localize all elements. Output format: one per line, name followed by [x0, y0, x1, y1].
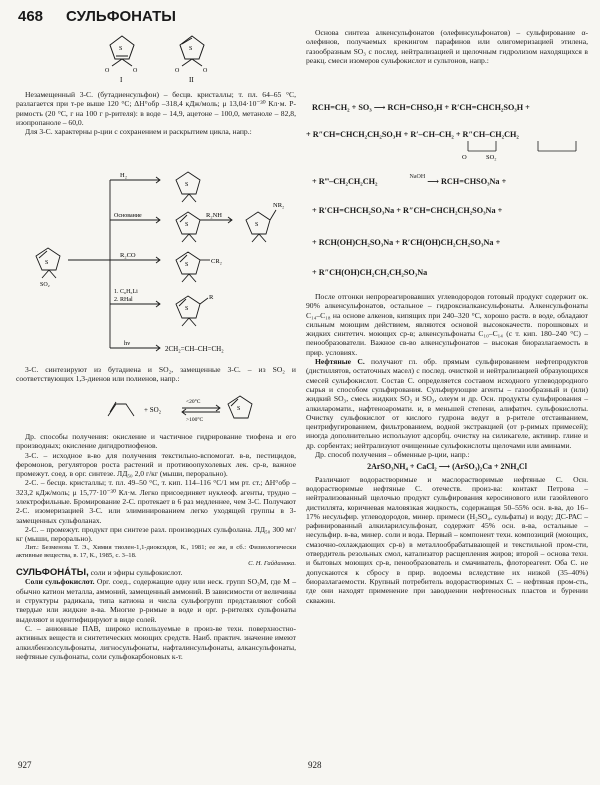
- left-text-block-1: [16, 90, 296, 136]
- paragraph: получают гл. обр. прямым сульфированием нефтепродуктов (дистиллятов, остаточных масел) с послед. очисткой и нейтрализацией образующихся смесей сульфокислот. Состав С. определяется составом исходного углеводородного сырья и способом сульфирования. Сульфирующие агенты – газообразный и (или) жидкий SO₃, смесь жидких SO₂ и SO₃, олеум и др. Осн. продукты сульфирования – алкиларомати., нафтеноаромати. и, в меньшей степени, алифатич. сульфокислоты. Очистку сульфокислот от кислого гудрона ведут в р-рителе отстаиванием, центрифугированием, фильтрованием, водной экстракцией (от р-римых примесей); иногда дополнительно используют адсорбц. очистку на силикагеле, активир. глине и др. сорбентах; нейтрализуют очищенные сульфокислоты щелочами или аминами.: [306, 357, 588, 450]
- paragraph: Др. способ получения – обменные р-ции, напр.:: [315, 450, 470, 460]
- svg-text:S: S: [185, 262, 189, 268]
- product-cr2: CR₂: [211, 258, 222, 265]
- paragraph: После отгонки непрореагировавших углеводородов готовый продукт содержит ок. 90% алкенсульфонатов, остальное – гидроксиалкансульфонаты. Алкенсульфонаты C₁₄–C₁₈ на основе алкенов, кипящих при 240–320 °С, хорошо раств. в воде, обладают сильным моющим действием, являются основой высококачеств. порошковых и жидких синтетич. моющих ср-в; алкенсульфонаты C₁₀–C₁₄ (с т. кип. 180–240 °С) – пенообразователи. Важное св-во алкенсульфонатов – высокая биоразлагаемость в прир. условиях.: [306, 292, 588, 357]
- diene-so2-equation: [100, 390, 270, 428]
- product-nr2: NR₂: [273, 202, 285, 209]
- sultone-rings: [460, 139, 590, 165]
- paragraph: 3-С. – исходное в-во для получения текстильно-вспомогат. в-в, пестицидов, феромонов, регуляторов роста растений и противоопухолевых лек. ср-в, важное промежут. соед. в орг. синтезе. ЛД₅₀ 2,0 г/кг (мыши, перорально).: [16, 450, 296, 479]
- sulfolene-reactions-scheme: [20, 160, 295, 360]
- paragraph: Незамещенный 3-С. (бутадиенсульфон) – бесцв. кристаллы; т. пл. 64–65 °С, разлагается при т-ре выше 120 °С; ΔH°обр –318,4 кДж/моль; μ 13,04·10⁻³⁰ Кл·м. Р-римость (20 °С, г на 100 г р-рителя): в воде – 14,9, ацетоне – 100,0, метаноле – 82,8, изопропаноле – 60,0.: [16, 90, 296, 127]
- equation-line-3-end: ⟶ RCH=CHSO₃Na +: [427, 177, 507, 186]
- reactant-so2: SO₂: [40, 282, 50, 288]
- equation-line-3-start: + R‴–CH₂CH₂CH₂: [312, 177, 378, 186]
- paragraph: Др. способы получения: окисление и частичное гидрирование тиофена и его производных; окисление дигидротиофенов.: [16, 432, 296, 451]
- paragraph: Различают водорастворимые и маслорастворимые нефтяные С. Осн. водорастворимые нефтяные С. отечеств. произ-ва: контакт Петрова – нейтрализованный щелочью продукт сульфирования керосинового или газойлевого дистиллята, коричневая маловязкая жидкость, содержащая 50–55% осн. в-ва, до 16–17% несульфир. углеводородов, минер. примеси (H₂SO₄, сульфаты) и воду; ДС-РАС – рафинированный алкиларилсульфонат, содержит 45% осн. в-ва, остальные – несульфир. в-ва, минер. соли и вода. Первый – компонент техн. композиций (моющих, смазочно-охлаждающих ср-в) в металлообрабатывающей и текстильной пром-сти, отвердитель резольных смол, катализатор расщепления жиров; второй – основа техн. и бытовых моющих ср-в, пенообразователь и смачиватель, флотореагент. Оба С. не допускаются к сбросу в прир. водоемы вследствие их низкой (35–40%) биоразлагаемости. Крупный потребитель водорастворимых С. – нефтяная пром-сть, где они находят применение при заводнении нефтеносных пластов и бурении скважин.: [306, 474, 588, 605]
- sultone-so2: SO₂: [486, 154, 497, 161]
- header-title: СУЛЬФОНАТЫ: [66, 8, 176, 25]
- header-page-number: 468: [18, 8, 44, 25]
- svg-text:S: S: [189, 46, 193, 52]
- reagent-hv: hν: [124, 340, 131, 347]
- right-page-number: 928: [308, 760, 322, 770]
- reagent-r2co: R₂CO: [120, 252, 136, 259]
- svg-text:S: S: [119, 46, 123, 52]
- equation-line-2: + R″CH=CHCH₂CH₂SO₃H + R′–CH–CH₂ + R″CH–CH₂CH₂: [306, 130, 519, 139]
- sultone-o: O: [462, 154, 467, 161]
- running-header: [18, 8, 176, 25]
- product-r: R: [209, 294, 214, 301]
- equation-line-3: [312, 176, 506, 186]
- paragraph: 2-С. – промежут. продукт при синтезе разл. производных сульфолана. ЛД₅₀ 300 мг/кг (мыши, перорально).: [16, 524, 296, 544]
- svg-text:O: O: [175, 68, 180, 74]
- svg-text:S: S: [185, 222, 189, 228]
- naoh-label: NaOH: [409, 174, 426, 180]
- paragraph: Орг. соед., содержащие одну или неск. групп SO₃M, где M – обычно катион металла, аммоний, замещенный аммоний. В зависимости от величины и структуры радикала, типа катиона и числа сульфогрупп представляют собой твердые или жидкие в-ва. Многие р-римые в воде и орг. р-рителях сульфонаты выделяют и идентифицируют в виде солей.: [16, 577, 296, 624]
- section-head-salts: Соли сульфокислот.: [25, 577, 95, 587]
- struct-label-i: I: [120, 76, 123, 84]
- product-diene: 2CH₂=CH–CH=CH₂: [165, 345, 224, 353]
- reagent-step2: 2. RHal: [114, 297, 133, 303]
- equation-line-1: RCH=CH₂ + SO₃ ⟶ RCH=CHSO₃H + R′CH=CHCH₂SO₃H +: [312, 103, 530, 112]
- entry-subtitle: соли и эфиры сульфокислот.: [88, 568, 183, 578]
- equation-line-5: + RCH(OH)CH₂SO₃Na + R′CH(OH)CH₂CH₂SO₃Na +: [312, 238, 501, 247]
- condition-high-temp: >100°C: [186, 417, 204, 423]
- svg-text:S: S: [255, 222, 259, 228]
- svg-text:O: O: [105, 68, 110, 74]
- svg-text:S: S: [185, 182, 189, 188]
- paragraph: 3-С. синтезируют из бутадиена и SO₂, замещенные 3-С. – из SO₂ и соответствующих 1,3-диенов или полиенов, напр.:: [16, 365, 296, 384]
- reagent-r2nh: R₂NH: [206, 212, 222, 219]
- literature-reference: Лит.: Безменова Т. Э., Химия тиолен-1,1-диоксидов, К., 1981; ее же, в сб.: Физиологически активные вещества, в. 17, К., 1985, с. 3–18.: [16, 543, 296, 559]
- plus-so2: + SO₂: [144, 406, 162, 414]
- condition-low-temp: <20°C: [186, 399, 201, 405]
- reagent-base: Основание: [114, 213, 142, 219]
- paragraph: Основа синтеза алкенсульфонатов (олефинсульфонатов) – сульфирование α-олефинов, получаемых крекингом парафинов или олигомеризацией этилена, газообразным SO₃ с послед. нейтрализацией и щелочным гидролизом находящихся в реакц. смеси изомеров сульфокислот и сультонов, напр.:: [306, 28, 588, 65]
- section-head-oil: Нефтяные С.: [315, 357, 365, 367]
- svg-text:O: O: [133, 68, 138, 74]
- paragraph: С. – анионные ПАВ, широко используемые в произ-ве техн. поверхностно-активных веществ и синтетических моющих средств. Наиб. практич. значение имеют алкилбензолсульфонаты, лигносульфонаты, нафталинсульфонаты, алкансульфонаты, нефтяные сульфонаты, соли сульфокарбоновых к-т.: [16, 623, 296, 661]
- equation-line-6: + R″CH(OH)CH₂CH₂CH₂SO₃Na: [312, 268, 428, 277]
- struct-label-ii: II: [189, 76, 194, 84]
- paragraph: Для 3-С. характерны р-ции с сохранением и раскрытием цикла, напр.:: [25, 127, 252, 137]
- reagent-h2: H₂: [120, 172, 127, 179]
- svg-text:O: O: [203, 68, 208, 74]
- left-text-block-3: [16, 432, 296, 661]
- author-signature: С. Н. Гайдамака.: [248, 559, 296, 567]
- paragraph: 2-С. – бесцв. кристаллы; т. пл. 49–50 °С, т. кип. 114–116 °С/1 мм рт. ст.; ΔH°обр –323,2 кДж/моль; μ 15,77·10⁻³⁰ Кл·м. Легко присоединяет нуклеоф. агенты, трудно – электрофильные. Бромирование 2-С. протекает в 6 раз медленнее, чем 3-С. Получают 2-С. изомеризацией 3-С. или элиминированием легко уходящей группы в 3-замещенных сульфоланах.: [16, 478, 296, 525]
- left-page-number: 927: [18, 760, 32, 770]
- right-text-block-2: [306, 292, 588, 605]
- sulfolene-structures-figure: [100, 28, 230, 84]
- exchange-equation: 2ArSO₃NH₄ + CaCl₂ ⟶ (ArSO₃)₂Ca + 2NH₄Cl: [367, 462, 527, 472]
- left-text-block-2: [16, 365, 296, 384]
- svg-text:S: S: [237, 406, 241, 412]
- reagent-step1: 1. C₆H₅Li: [114, 289, 138, 295]
- entry-title: СУЛЬФОНА́ТЫ,: [16, 567, 89, 579]
- right-text-block-1: [306, 28, 588, 65]
- equation-line-4: + R′CH=CHCH₂SO₃Na + R″CH=CHCH₂CH₂SO₃Na +: [312, 206, 503, 215]
- svg-text:S: S: [45, 260, 49, 266]
- svg-text:S: S: [185, 306, 189, 312]
